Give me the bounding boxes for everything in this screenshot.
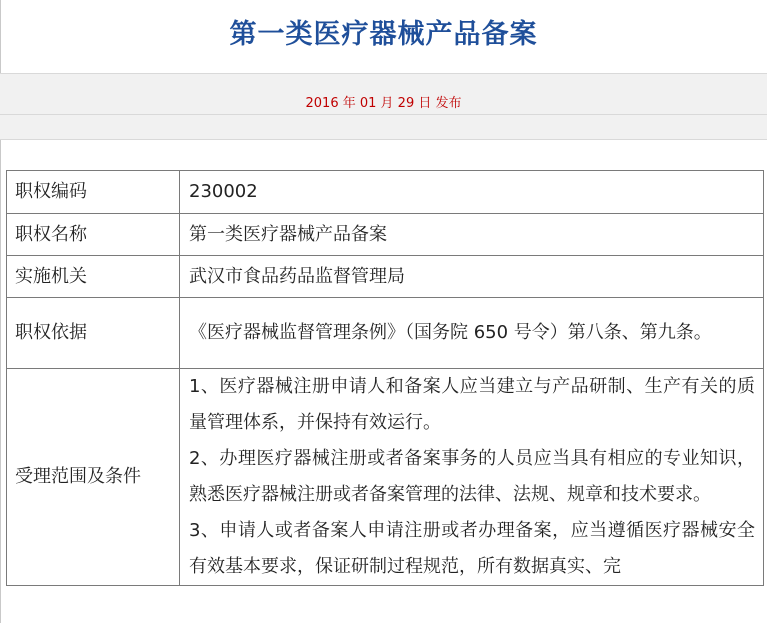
row-value-conditions <box>180 369 764 586</box>
row-value: 武汉市食品药品监督管理局 <box>180 256 764 298</box>
row-key: 实施机关 <box>7 256 180 298</box>
page-title: 第一类医疗器械产品备案 <box>229 19 538 50</box>
table-row <box>7 256 764 298</box>
row-value: 第一类医疗器械产品备案 <box>180 214 764 256</box>
table-row <box>7 171 764 214</box>
spacer-divider <box>0 139 767 140</box>
condition-item: 1、医疗器械注册申请人和备案人应当建立与产品研制、生产有关的质量管理体系，并保持有效运行。 <box>189 376 755 433</box>
publish-date: 2016 年 01 月 29 日 发布 <box>305 96 462 111</box>
row-key: 职权名称 <box>7 214 180 256</box>
spacer-band <box>0 115 767 139</box>
condition-item: 3、申请人或者备案人申请注册或者办理备案，应当遵循医疗器械安全有效基本要求，保证研制过程规范，所有数据真实、完 <box>189 520 755 577</box>
info-table <box>6 170 764 586</box>
row-value: 230002 <box>180 171 764 214</box>
row-key: 职权编码 <box>7 171 180 214</box>
row-key: 职权依据 <box>7 298 180 369</box>
table-row <box>7 369 764 586</box>
table-row <box>7 298 764 369</box>
row-value: 《医疗器械监督管理条例》（国务院 650 号令）第八条、第九条。 <box>180 298 764 369</box>
row-key: 受理范围及条件 <box>7 369 180 586</box>
table-row <box>7 214 764 256</box>
condition-item: 2、办理医疗器械注册或者备案事务的人员应当具有相应的专业知识，熟悉医疗器械注册或者备案管理的法律、法规、规章和技术要求。 <box>189 448 755 505</box>
